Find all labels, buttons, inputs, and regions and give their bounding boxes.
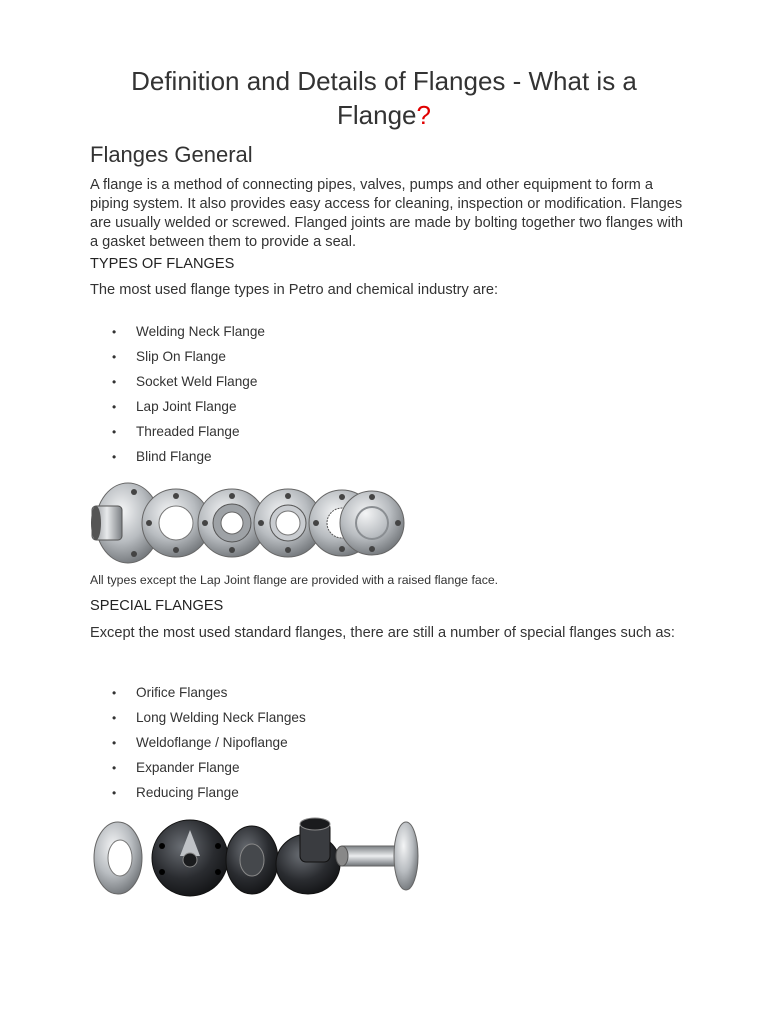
list-item <box>112 733 306 758</box>
special-list <box>112 683 306 808</box>
list-item-label: Reducing Flange <box>136 785 239 800</box>
list-item <box>112 758 306 783</box>
bullet: • <box>112 425 117 439</box>
special-intro: Except the most used standard flanges, there are still a number of special flanges such as: <box>90 625 675 641</box>
list-item <box>112 447 265 472</box>
page-title-text: Definition and Details of Flanges - What is a Flange <box>131 66 637 130</box>
bullet: • <box>112 375 117 389</box>
bullet: • <box>112 350 117 364</box>
list-item-label: Socket Weld Flange <box>136 374 258 389</box>
list-item-label: Orifice Flanges <box>136 685 228 700</box>
types-caption: All types except the Lap Joint flange are provided with a raised flange face. <box>90 573 499 587</box>
list-item <box>112 422 265 447</box>
bullet: • <box>112 711 117 725</box>
list-item-label: Slip On Flange <box>136 349 226 364</box>
weldoflange-icon <box>226 826 278 894</box>
blind-flange-icon <box>340 491 404 555</box>
bullet: • <box>112 786 117 800</box>
list-item <box>112 708 306 733</box>
bullet: • <box>112 325 117 339</box>
heading-flanges-general: Flanges General <box>90 142 253 167</box>
list-item <box>112 322 265 347</box>
heading-special-flanges: SPECIAL FLANGES <box>90 598 224 614</box>
list-item-label: Blind Flange <box>136 449 212 464</box>
types-intro: The most used flange types in Petro and chemical industry are: <box>90 282 499 298</box>
list-item-label: Lap Joint Flange <box>136 399 237 414</box>
page-title <box>90 64 678 132</box>
orifice-flange-icon <box>94 822 142 894</box>
title-question-mark: ? <box>416 100 431 130</box>
bullet: • <box>112 761 117 775</box>
bullet: • <box>112 400 117 414</box>
types-list <box>112 322 265 472</box>
reducing-flange-icon <box>336 822 418 890</box>
bullet: • <box>112 450 117 464</box>
list-item <box>112 372 265 397</box>
list-item <box>112 783 306 808</box>
list-item <box>112 347 265 372</box>
bullet: • <box>112 736 117 750</box>
flange-types-image <box>90 480 406 566</box>
special-flanges-illustration <box>90 816 420 898</box>
long-weld-neck-flange-icon <box>152 820 228 896</box>
list-item <box>112 397 265 422</box>
list-item-label: Expander Flange <box>136 760 240 775</box>
list-item <box>112 683 306 708</box>
list-item-label: Weldoflange / Nipoflange <box>136 735 288 750</box>
expander-flange-icon <box>276 818 340 894</box>
flange-types-illustration <box>90 480 406 566</box>
list-item-label: Welding Neck Flange <box>136 324 265 339</box>
heading-types-of-flanges: TYPES OF FLANGES <box>90 256 235 272</box>
bullet: • <box>112 686 117 700</box>
general-paragraph: A flange is a method of connecting pipes, valves, pumps and other equipment to form a piping system. It also provides easy access for cleaning, inspection or modification. Flanges are usually welded or screwed. Flanged joints are made by bolting together two flanges with a gasket between them to provide a seal. <box>90 177 683 250</box>
special-flanges-image <box>90 816 420 898</box>
list-item-label: Long Welding Neck Flanges <box>136 710 306 725</box>
list-item-label: Threaded Flange <box>136 424 240 439</box>
